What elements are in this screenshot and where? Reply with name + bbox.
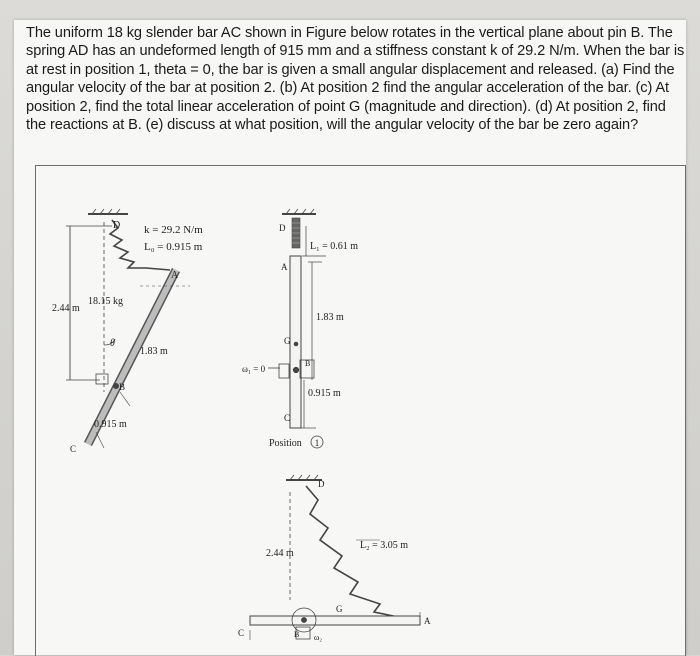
fig3-label-B: B bbox=[294, 630, 300, 639]
fig1-label-B: B bbox=[119, 382, 126, 392]
fig3-label-C: C bbox=[238, 628, 245, 638]
fig1-label-theta: θ bbox=[110, 338, 115, 349]
fig1-label-C: C bbox=[70, 444, 77, 454]
fig1-label-L0: L₀ = 0.915 m bbox=[144, 241, 203, 253]
fig2-label-L1: L₁ = 0.61 m bbox=[310, 241, 359, 252]
fig2-label-len-upper: 1.83 m bbox=[316, 312, 344, 323]
fig3-label-height: 2.44 m bbox=[266, 548, 294, 559]
fig2-label-len-lower: 0.915 m bbox=[308, 388, 341, 399]
fig2-label-D: D bbox=[279, 223, 286, 233]
problem-statement: The uniform 18 kg slender bar AC shown in Figure below rotates in the vertical plane about pin B. The spring AD has an undeformed length of 915 mm and a stiffness constant k of 29.2 N/m. When the bar is at rest in position 1, theta = 0, the bar is given a small angular displacement and released. (a) Find the angular velocity of the bar at position 2. (b) At position 2 find the angular acceleration of the bar. (c) At position 2, find the total linear acceleration of point G (magnitude and direction). (d) At position 2, find the reactions at B. (e) discuss at what position, will the angular velocity of the bar be zero again? bbox=[26, 25, 685, 134]
fig1-label-len-upper: 1.83 m bbox=[140, 346, 168, 357]
fig1-label-mass: 18.15 kg bbox=[88, 296, 123, 307]
fig3-label-G: G bbox=[336, 604, 343, 614]
fig2-label-omega: ω₁ = 0 bbox=[242, 364, 266, 374]
fig2-caption: Position bbox=[269, 438, 302, 449]
fig2-label-G: G bbox=[284, 336, 291, 346]
fig2-label-B: B bbox=[305, 359, 311, 368]
fig2-caption-number: 1 bbox=[314, 438, 320, 448]
fig1-label-D: D bbox=[113, 220, 121, 231]
fig1-label-height: 2.44 m bbox=[52, 303, 80, 314]
fig2-caption-circle bbox=[311, 436, 323, 448]
fig1-label-k: k = 29.2 N/m bbox=[144, 224, 203, 236]
fig2-label-C: C bbox=[284, 413, 291, 423]
fig3-label-D: D bbox=[318, 479, 325, 489]
fig2-label-A: A bbox=[281, 262, 288, 272]
fig3-label-L2: L₂ = 3.05 m bbox=[360, 540, 409, 551]
fig1-label-len-lower: 0.915 m bbox=[94, 419, 127, 430]
fig3-label-A: A bbox=[424, 616, 431, 626]
fig1-label-A: A bbox=[171, 270, 179, 281]
fig3-label-omega: ω₂ bbox=[314, 633, 323, 642]
